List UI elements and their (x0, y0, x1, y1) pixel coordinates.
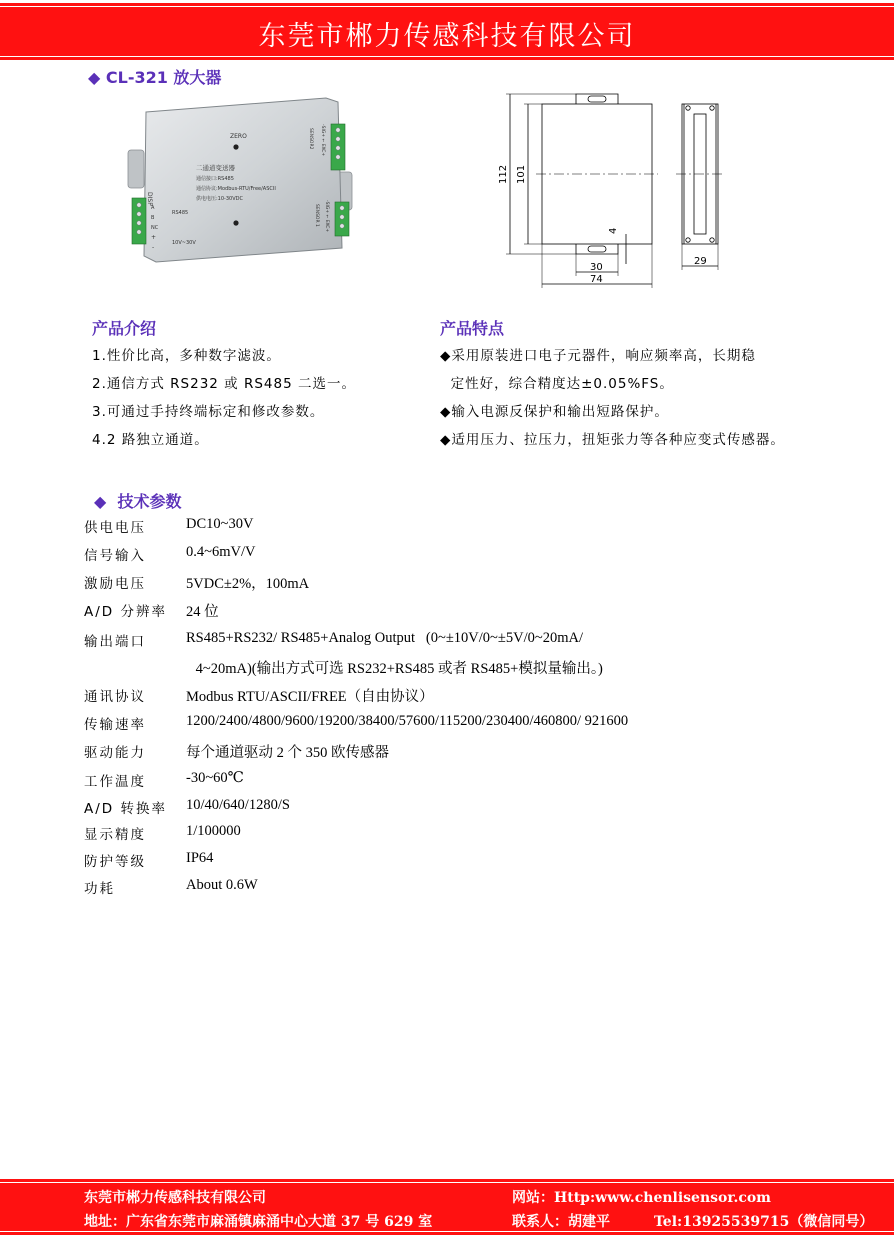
spec-value: DC10~30V (186, 516, 254, 532)
specs-title: ◆ 技术参数 (94, 492, 182, 511)
features-title: 产品特点 (440, 319, 505, 338)
sig-bottom-label: -SIG+ ← EXC+ (324, 200, 329, 233)
dim-29: 29 (694, 256, 707, 267)
spec-label: 工作温度 (84, 774, 146, 790)
spec-label: 传输速率 (84, 717, 146, 733)
spec-value: 5VDC±2%，100mA (186, 576, 310, 592)
product-title: ◆ CL-321 放大器 (88, 68, 222, 87)
device-line1: 通信接口:RS485 (196, 176, 234, 182)
device-photo (126, 92, 356, 264)
terminal-a-label: A (151, 205, 155, 211)
spec-value: 每个通道驱动 2 个 350 欧传感器 (186, 745, 389, 761)
spec-label: 防护等级 (84, 854, 146, 870)
device-line3: 供电电压:10-30VDC (196, 196, 243, 202)
spec-value: 1/100000 (186, 823, 241, 839)
spec-label: 信号输入 (84, 548, 146, 564)
footer-tel: Tel:13925539715（微信同号） (654, 1214, 874, 1230)
spec-label: 显示精度 (84, 827, 146, 843)
feature-item: ◆适用压力、拉压力，扭矩张力等各种应变式传感器。 (440, 432, 785, 448)
spec-value: IP64 (186, 850, 214, 866)
device-line2: 通信协议:Modbus-RTU/Free/ASCII (196, 186, 276, 192)
dim-30: 30 (590, 262, 603, 273)
dim-4: 4 (608, 227, 619, 234)
spec-value: 24 位 (186, 604, 219, 620)
intro-item: 3.可通过手持终端标定和修改参数。 (92, 404, 325, 420)
spec-label: A/D 分辨率 (84, 604, 167, 620)
sig-top-label: -SIG+ ← EXC+ (320, 124, 325, 157)
sensor1-label: SENSOR 1 (314, 204, 319, 227)
feature-item: 定性好，综合精度达±0.05%FS。 (440, 376, 674, 392)
spec-value: Modbus RTU/ASCII/FREE（自由协议） (186, 689, 434, 705)
zero-label: ZERO (230, 133, 247, 140)
intro-item: 4.2 路独立通道。 (92, 432, 209, 448)
spec-value: 4~20mA)(输出方式可选 RS232+RS485 或者 RS485+模拟量输出。) (192, 661, 603, 677)
spec-value: RS485+RS232/ RS485+Analog Output (0~±10V/0~±5V/0~20mA/ (186, 630, 583, 646)
dimension-drawing (492, 88, 742, 293)
spec-value: About 0.6W (186, 877, 258, 893)
dim-74: 74 (590, 274, 603, 285)
footer-website: 网站：Http:www.chenlisensor.com (512, 1190, 771, 1206)
spec-value: 0.4~6mV/V (186, 544, 256, 560)
header-banner (0, 3, 894, 60)
terminal-b-label: B (151, 215, 155, 221)
rs485-label: RS485 (172, 210, 189, 216)
company-title: 东莞市郴力传感科技有限公司 (258, 21, 636, 52)
dim-112: 112 (498, 164, 509, 184)
spec-label: 驱动能力 (84, 745, 146, 761)
disp-label: DISP (146, 192, 153, 206)
footer-banner (0, 1179, 894, 1235)
feature-item: ◆采用原装进口电子元器件，响应频率高，长期稳 (440, 348, 756, 364)
spec-label: 功耗 (84, 881, 115, 897)
footer-contact: 联系人：胡建平 (512, 1214, 610, 1230)
footer-company: 东莞市郴力传感科技有限公司 (84, 1190, 266, 1206)
intro-item: 1.性价比高，多种数字滤波。 (92, 348, 281, 364)
spec-label: 激励电压 (84, 576, 146, 592)
terminal-plus-label: + (151, 234, 157, 241)
device-title-label: 二通道变送器 (196, 164, 235, 172)
intro-title: 产品介绍 (92, 319, 157, 338)
sensor2-label: SENSOR2 (308, 128, 313, 150)
footer-address: 地址：广东省东莞市麻涌镇麻涌中心大道 37 号 629 室 (84, 1214, 433, 1230)
power-label: 10V~30V (172, 240, 196, 246)
spec-value: 1200/2400/4800/9600/19200/38400/57600/115200/230400/460800/ 921600 (186, 713, 629, 729)
spec-value: -30~60℃ (186, 770, 244, 786)
spec-label: 输出端口 (84, 634, 146, 650)
terminal-nc-label: NC (151, 225, 159, 231)
feature-item: ◆输入电源反保护和输出短路保护。 (440, 404, 669, 420)
spec-label: 供电电压 (84, 520, 146, 536)
spec-label: A/D 转换率 (84, 801, 167, 817)
terminal-minus-label: - (152, 244, 155, 251)
dim-101: 101 (516, 164, 527, 184)
spec-label: 通讯协议 (84, 689, 146, 705)
intro-item: 2.通信方式 RS232 或 RS485 二选一。 (92, 376, 356, 392)
spec-value: 10/40/640/1280/S (186, 797, 290, 813)
